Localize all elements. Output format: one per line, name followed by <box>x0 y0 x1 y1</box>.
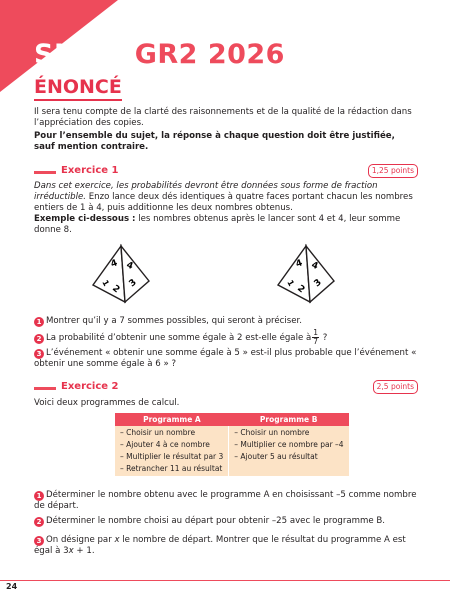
svg-text:2: 2 <box>295 283 307 296</box>
section-title: ÉNONCÉ <box>34 76 122 101</box>
exercise1-example: Exemple ci-dessous : les nombres obtenus après le lancer sont 4 et 4, leur somme donne 8. <box>34 214 401 235</box>
intro-text: Il sera tenu compte de la clarté des raisonnements et de la qualité de la rédaction dans l’appréciation des copies. <box>34 107 412 128</box>
fraction: $\frac{1}{7}$ <box>313 328 319 346</box>
program-a-steps: – Choisir un nombre – Ajouter 4 à ce nombre – Multiplier le résultat par 3 – Retrancher 11 au résultat <box>115 426 229 476</box>
svg-text:3: 3 <box>127 277 139 290</box>
programs-table <box>115 413 349 476</box>
svg-text:4: 4 <box>294 258 304 270</box>
exercise2-points: 2,5 points <box>373 380 418 394</box>
question-number-badge: 3 <box>34 349 44 359</box>
exercise2-title: Exercice 2 <box>61 381 119 392</box>
exercise1-question-1: 1 Montrer qu’il y a 7 sommes possibles, qui seront à préciser. <box>34 316 418 327</box>
exercise-bar <box>34 387 56 390</box>
question-number-badge: 1 <box>34 491 44 501</box>
svg-text:3: 3 <box>312 277 324 290</box>
exercise2-intro: Voici deux programmes de calcul. <box>34 398 180 408</box>
svg-text:4: 4 <box>124 260 135 272</box>
exercise2-header <box>34 380 418 394</box>
svg-text:2: 2 <box>110 283 122 296</box>
page-number: 24 <box>6 582 18 591</box>
program-a-header: Programme A <box>115 413 229 426</box>
program-b-header: Programme B <box>229 413 349 426</box>
question-number-badge: 2 <box>34 334 44 344</box>
exercise2-question-3: 3 On désigne par x le nombre de départ. Montrer que le résultat du programme A est égal à 3x + 1. <box>34 535 406 556</box>
exercise1-question-2: 2 La probabilité d’obtenir une somme égale à 2 est-elle égale à $\frac{1}{7}$ ? <box>34 329 418 346</box>
footer-divider <box>0 580 450 581</box>
exercise1-header <box>34 164 418 178</box>
svg-text:1: 1 <box>100 278 111 288</box>
exercise1-title: Exercice 1 <box>61 165 119 176</box>
svg-text:4: 4 <box>309 260 320 272</box>
exercise2-question-2: 2 Déterminer le nombre choisi au départ pour obtenir –25 avec le programme B. <box>34 516 418 527</box>
page-title: SUJET GR2 2026 <box>34 39 285 70</box>
exercise2-question-1: 1 Déterminer le nombre obtenu avec le programme A en choisissant –5 comme nombre de départ. <box>34 490 417 511</box>
exercise-bar <box>34 171 56 174</box>
exercise1-statement: Dans cet exercice, les probabilités devront être données sous forme de fraction irréductible. Enzo lance deux dés identiques à quatre faces portant chacun les nombres entiers de 1 à 4, puis additionne les deux nombres obtenus. <box>34 181 413 213</box>
question-number-badge: 1 <box>34 317 44 327</box>
question-number-badge: 2 <box>34 517 44 527</box>
tetrahedron-die-icon <box>275 243 337 305</box>
tetrahedron-die-icon <box>90 243 152 305</box>
exercise1-points: 1,25 points <box>368 164 418 178</box>
intro-instruction: Pour l’ensemble du sujet, la réponse à chaque question doit être justifiée, sauf mention contraire. <box>34 131 395 152</box>
svg-text:1: 1 <box>285 278 296 288</box>
question-number-badge: 3 <box>34 536 44 546</box>
program-b-steps: – Choisir un nombre – Multiplier ce nombre par –4 – Ajouter 5 au résultat <box>229 426 349 476</box>
svg-text:4: 4 <box>109 258 119 270</box>
exercise1-question-3: 3 L’événement « obtenir une somme égale à 5 » est-il plus probable que l’événement « obtenir une somme égale à 6 » ? <box>34 348 417 369</box>
